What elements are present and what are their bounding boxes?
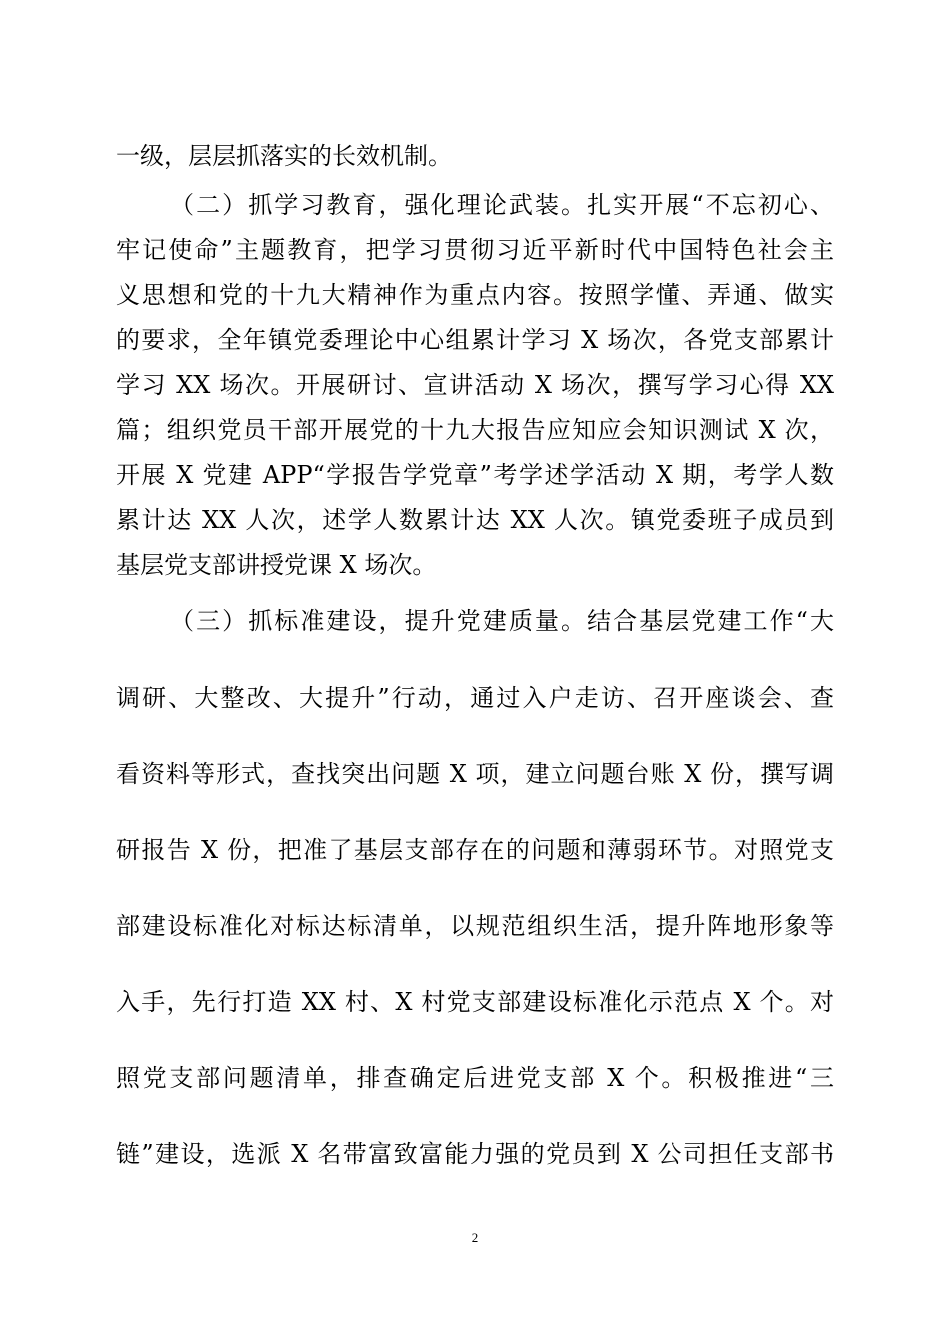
text-line: 篇；组织党员干部开展党的十九大报告应知应会知识测试 X 次， (116, 416, 834, 444)
text-line: 研报告 X 份，把准了基层支部存在的问题和薄弱环节。对照党支 (116, 836, 834, 864)
text-line: 调研、大整改、大提升”行动，通过入户走访、召开座谈会、查 (116, 684, 834, 712)
text-line: 学习 XX 场次。开展研讨、宣讲活动 X 场次，撰写学习心得 XX (116, 371, 834, 399)
text-line: 入手，先行打造 XX 村、X 村党支部建设标准化示范点 X 个。对 (116, 988, 834, 1016)
text-line: 义思想和党的十九大精神作为重点内容。按照学懂、弄通、做实 (116, 281, 834, 309)
text-line: 照党支部问题清单，排查确定后进党支部 X 个。积极推进“三 (116, 1064, 834, 1092)
text-line: 基层党支部讲授党课 X 场次。 (116, 551, 437, 579)
section-heading-line: （二）抓学习教育，强化理论武装。扎实开展“不忘初心、 (170, 191, 834, 219)
text-line: 链”建设，选派 X 名带富致富能力强的党员到 X 公司担任支部书 (116, 1140, 834, 1168)
section-heading-line: （三）抓标准建设，提升党建质量。结合基层党建工作“大 (170, 607, 834, 635)
page-number: 2 (471, 1230, 479, 1245)
text-line: 开展 X 党建 APP“学报告学党章”考学述学活动 X 期，考学人数 (116, 461, 834, 489)
text-line: 牢记使命”主题教育，把学习贯彻习近平新时代中国特色社会主 (116, 236, 834, 264)
text-line: 一级，层层抓落实的长效机制。 (116, 142, 452, 170)
text-line: 的要求，全年镇党委理论中心组累计学习 X 场次，各党支部累计 (116, 326, 834, 354)
text-line: 看资料等形式，查找突出问题 X 项，建立问题台账 X 份，撰写调 (116, 760, 834, 788)
text-line: 累计达 XX 人次，述学人数累计达 XX 人次。镇党委班子成员到 (116, 506, 834, 534)
text-line: 部建设标准化对标达标清单，以规范组织生活，提升阵地形象等 (116, 912, 834, 940)
